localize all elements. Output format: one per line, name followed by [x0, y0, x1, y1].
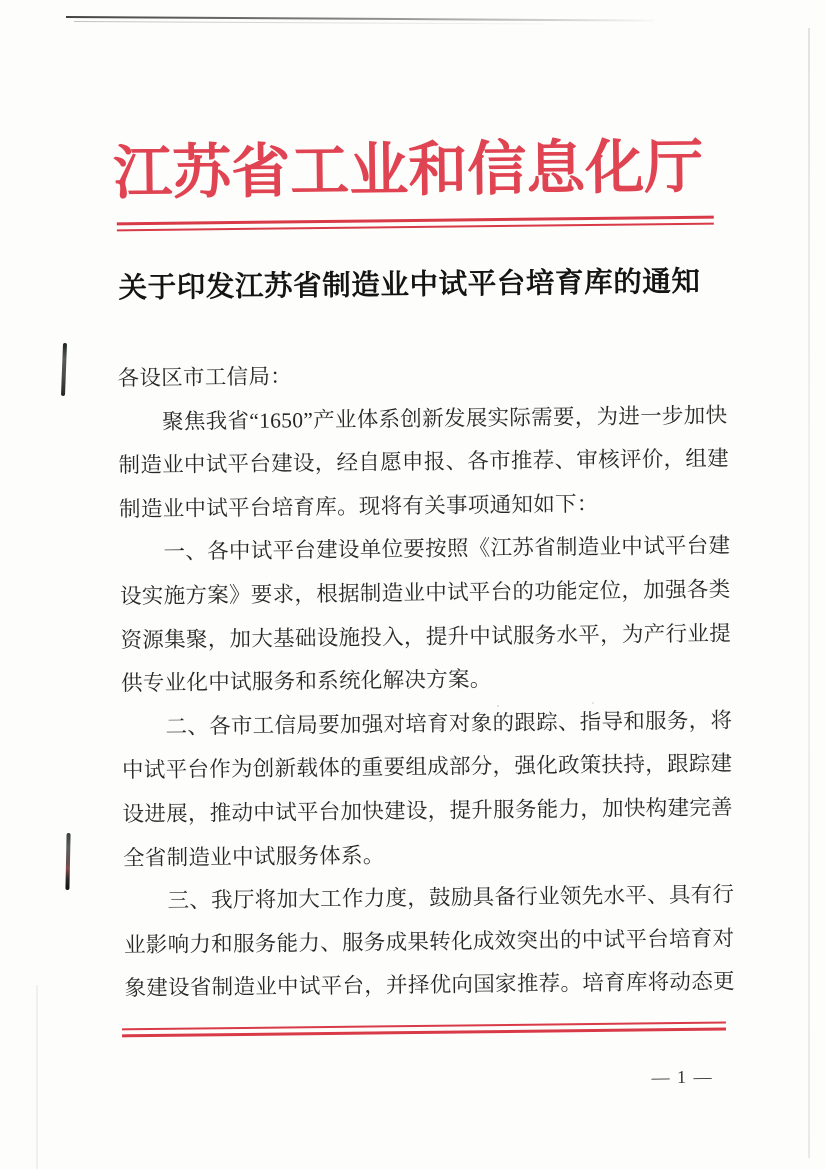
letterhead-red-rule	[117, 216, 714, 232]
document-title: 关于印发江苏省制造业中试平台培育库的通知	[118, 266, 701, 305]
body-line: 设进展，推动中试平台加快建设，提升服务能力，加快构建完善	[122, 795, 734, 827]
body-line: 一、各中试平台建设单位要按照《江苏省制造业中试平台建	[163, 533, 731, 565]
body-line: 象建设省制造业中试平台，并择优向国家推荐。培育库将动态更	[124, 969, 736, 1001]
body-line: 全省制造业中试服务体系。	[122, 842, 385, 870]
body-line: 三、我厅将加大工作力度，鼓励具备行业领先水平、具有行	[167, 882, 735, 913]
body-line: 制造业中试平台建设，经自愿申报、各市推荐、审核评价，组建	[118, 446, 730, 478]
agency-letterhead: 江苏省工业和信息化厅	[112, 133, 704, 207]
body-line: 供专业化中试服务和系统化解决方案。	[120, 667, 492, 696]
body-line: 二、各市工信局要加强对培育对象的跟踪、指导和服务，将	[165, 708, 733, 739]
body-line: 资源集聚，加大基础设施投入，提升中试服务水平，为产行业提	[120, 620, 732, 652]
salutation-line: 各设区市工信局：	[117, 364, 293, 391]
body-line: 中试平台作为创新载体的重要组成部分，强化政策扶持，跟踪建	[121, 751, 733, 783]
body-line: 设实施方案》要求，根据制造业中试平台的功能定位，加强各类	[119, 577, 731, 609]
body-line: 制造业中试平台培育库。现将有关事项通知如下：	[118, 491, 599, 522]
footer-red-rule	[122, 1021, 726, 1037]
body-line: 业影响力和服务能力、服务成果转化成效突出的中试平台培育对	[123, 926, 735, 958]
page-number: — 1 —	[651, 1066, 714, 1088]
body-line: 聚焦我省“1650”产业体系创新发展实际需要，为进一步加快	[161, 403, 728, 434]
document-body	[117, 351, 736, 1012]
